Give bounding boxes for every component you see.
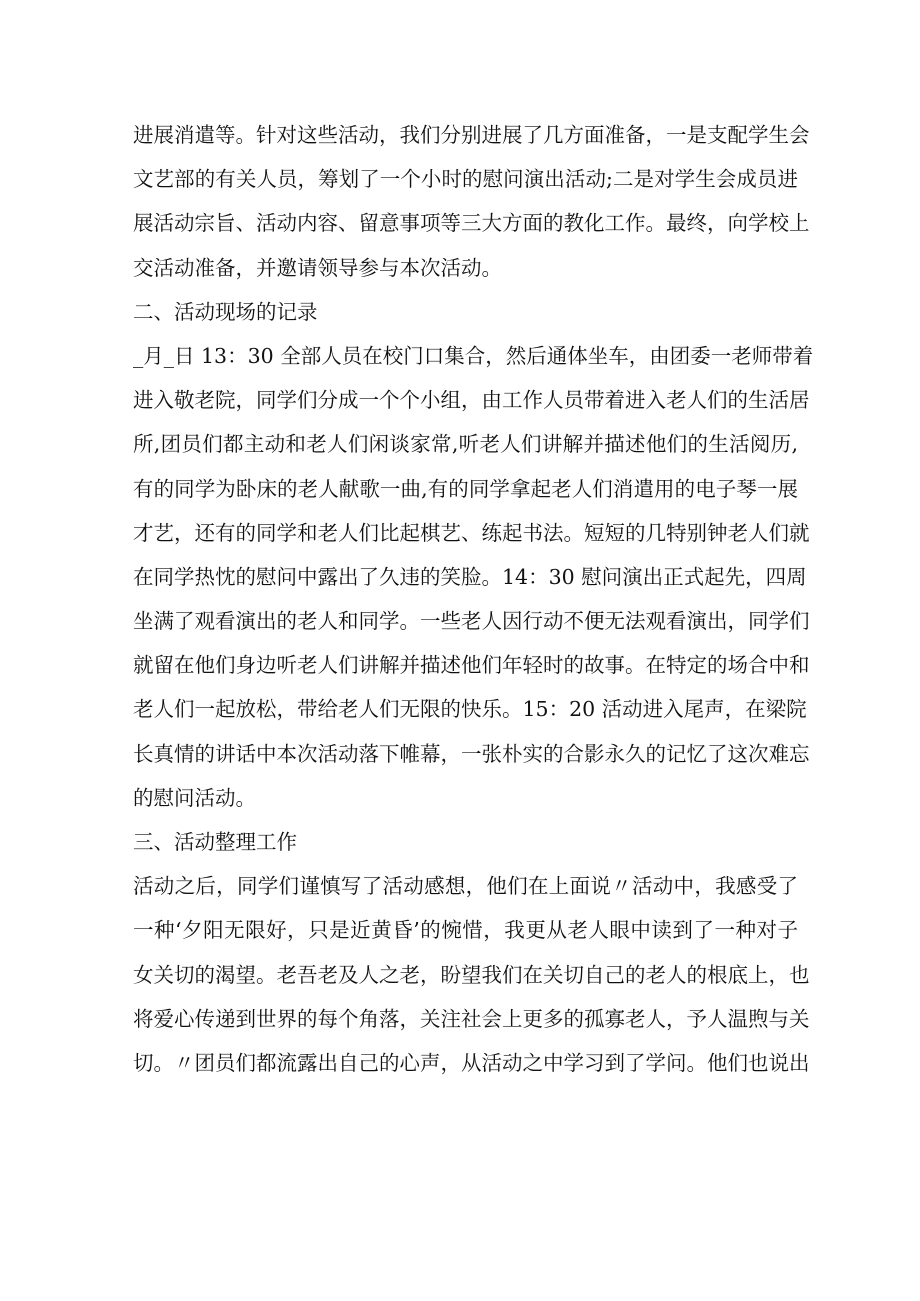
paragraph-line: 进展消遣等。针对这些活动，我们分别进展了几方面准备，一是支配学生会 [133, 123, 810, 147]
paragraph-line: 将爱心传递到世界的每个角落，关注社会上更多的孤寡老人，予人温煦与关 [133, 1006, 810, 1031]
paragraph-line: 老人们一起放松，带给老人们无限的快乐。15：20 活动进入尾声，在梁院 [133, 697, 807, 722]
paragraph-line: 有的同学为卧床的老人献歌一曲,有的同学拿起老人们消遣用的电子琴一展 [133, 476, 798, 501]
paragraph-line: 交活动准备，并邀请领导参与本次活动。 [133, 255, 502, 280]
document-body [133, 113, 814, 1085]
paragraph-line: 在同学热忱的慰问中露出了久违的笑脸。14：30 慰问演出正式起先，四周 [133, 564, 807, 589]
paragraph-line: 长真情的讲话中本次活动落下帷幕，一张朴实的合影永久的记忆了这次难忘 [133, 741, 810, 766]
paragraph-line: 切。〃团员们都流露出自己的心声，从活动之中学习到了学问。他们也说出 [133, 1050, 810, 1075]
paragraph-line: 坐满了观看演出的老人和同学。一些老人因行动不便无法观看演出，同学们 [133, 609, 810, 634]
paragraph-line: 活动之后，同学们谨慎写了活动感想，他们在上面说〃活动中，我感受了 [133, 874, 798, 899]
section-heading: 二、活动现场的记录 [133, 299, 318, 324]
paragraph-line: 展活动宗旨、活动内容、留意事项等三大方面的教化工作。最终，向学校上 [133, 211, 810, 236]
paragraph-line: 进入敬老院，同学们分成一个个小组，由工作人员带着进入老人们的生活居 [133, 388, 810, 413]
paragraph-line: 所,团员们都主动和老人们闲谈家常,听老人们讲解并描述他们的生活阅历, [133, 432, 798, 457]
paragraph-line: 才艺，还有的同学和老人们比起棋艺、练起书法。短短的几特别钟老人们就 [133, 520, 810, 545]
paragraph-line: 文艺部的有关人员，筹划了一个小时的慰问演出活动;二是对学生会成员进 [133, 167, 798, 192]
paragraph-line: 的慰问活动。 [133, 785, 256, 810]
paragraph-line: 就留在他们身边听老人们讲解并描述他们年轻时的故事。在特定的场合中和 [133, 653, 810, 678]
paragraph-line: _月_日 13：30 全部人员在校门口集合，然后通体坐车，由团委一老师带着 [133, 343, 814, 368]
paragraph-line: 一种‘夕阳无限好，只是近黄昏’的惋惜，我更从老人眼中读到了一种对子 [133, 918, 798, 943]
section-heading: 三、活动整理工作 [133, 830, 297, 854]
paragraph-line: 女关切的渴望。老吾老及人之老，盼望我们在关切自己的老人的根底上，也 [133, 962, 810, 987]
